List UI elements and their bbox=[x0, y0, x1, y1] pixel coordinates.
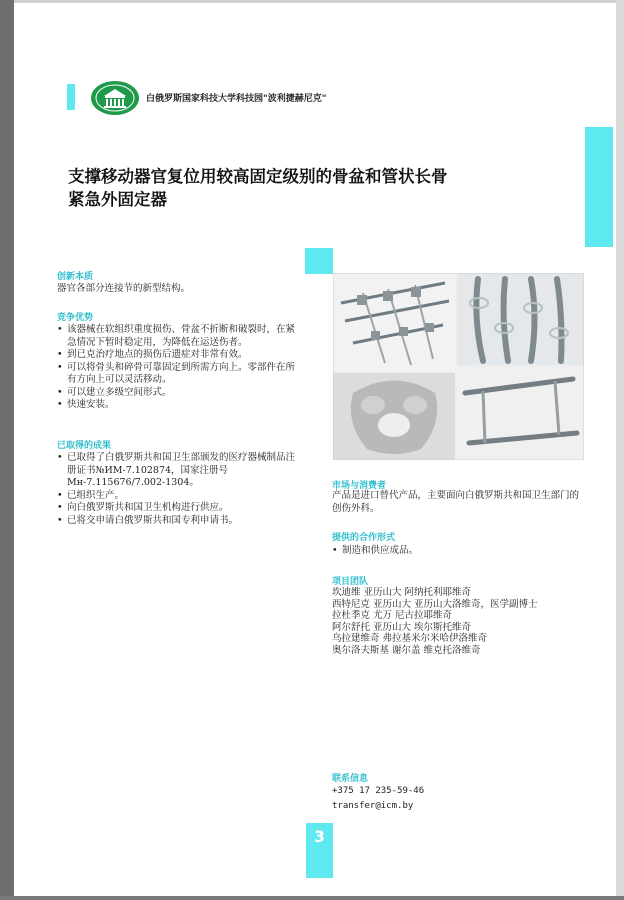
page-title bbox=[68, 165, 538, 211]
page-title-line-2: 紧急外固定器 bbox=[68, 190, 167, 209]
cooperation-list bbox=[332, 545, 582, 558]
result-item: • 已将交申请白俄罗斯共和国专利申请书。 bbox=[57, 515, 302, 528]
results-heading: 已取得的成果 bbox=[57, 441, 112, 451]
results-list bbox=[57, 452, 302, 527]
page-left-shadow bbox=[0, 0, 14, 900]
team-member: 阿尔舒托 亚历山大 埃尔斯托维奇 bbox=[332, 621, 472, 633]
header-accent-bar bbox=[67, 84, 75, 110]
advantage-item: • 可以建立多级空间形式。 bbox=[57, 387, 302, 400]
advantages-heading: 竞争优势 bbox=[57, 313, 94, 323]
team-heading: 项目团队 bbox=[332, 577, 369, 587]
center-accent-square bbox=[305, 248, 333, 274]
market-heading: 市场与消费者 bbox=[332, 481, 387, 491]
contact-heading: 联系信息 bbox=[332, 774, 369, 784]
advantage-item: • 可以将骨头和碎骨可靠固定到所需方向上。零部件在所有方向上可以灵活移动。 bbox=[57, 362, 302, 387]
page-bottom-edge bbox=[0, 896, 624, 900]
page-right-edge bbox=[616, 0, 624, 900]
innovation-heading: 创新本质 bbox=[57, 272, 94, 282]
result-item: • 已组织生产。 bbox=[57, 490, 302, 503]
market-text: 产品是进口替代产品，主要面向白俄罗斯共和国卫生部门的创伤外科。 bbox=[332, 490, 580, 514]
external-fixator-photo-collage bbox=[333, 273, 584, 460]
team-member: 奥尔洛夫斯基 谢尔盖 维克托洛维奇 bbox=[332, 644, 481, 656]
team-member: 拉杜季克 尤万 尼古拉耶维奇 bbox=[332, 610, 453, 621]
team-member: 坎迪维 亚历山大 阿纳托利耶维奇 bbox=[332, 587, 472, 598]
advantages-list bbox=[57, 324, 302, 412]
innovation-text: 器官各部分连接节的新型结构。 bbox=[57, 283, 191, 294]
page-title-line-1: 支撑移动器官复位用较高固定级别的骨盆和管状长骨 bbox=[68, 167, 448, 186]
advantage-item: • 到已克治疗地点的损伤后遗症对非常有效。 bbox=[57, 349, 302, 362]
advantage-item: • 快速安装。 bbox=[57, 399, 302, 412]
page-number: 3 bbox=[306, 823, 333, 878]
advantage-item: • 该器械在软组织重度损伤、骨盆不折断和破裂时，在紧急情况下暂时稳定用，为降低在运送伤者。 bbox=[57, 324, 302, 349]
team-list bbox=[332, 587, 602, 656]
side-accent-tab bbox=[585, 127, 613, 247]
contact-email[interactable]: transfer@icm.by bbox=[332, 801, 414, 811]
team-member: 乌拉建维奇 弗拉基米尔米哈伊洛维奇 bbox=[332, 633, 488, 644]
organization-name: 白俄罗斯国家科技大学科技园"波利捷赫尼克" bbox=[146, 94, 327, 104]
cooperation-item: • 制造和供应成品。 bbox=[332, 545, 582, 558]
result-item: • 向白俄罗斯共和国卫生机构进行供应。 bbox=[57, 502, 302, 515]
contact-phone: +375 17 235-59-46 bbox=[332, 786, 425, 796]
polytechnic-building-logo-icon bbox=[90, 80, 140, 116]
page-top-edge bbox=[0, 0, 624, 3]
result-item: • 已取得了白俄罗斯共和国卫生部颁发的医疗器械制品注册证书№ИМ-7.102874，国家注册号Мн-7.115676/7.002-1304。 bbox=[57, 452, 302, 490]
team-member: 西特尼克 亚历山大 亚历山大洛维奇，医学副博士 bbox=[332, 598, 538, 610]
cooperation-heading: 提供的合作形式 bbox=[332, 533, 396, 543]
